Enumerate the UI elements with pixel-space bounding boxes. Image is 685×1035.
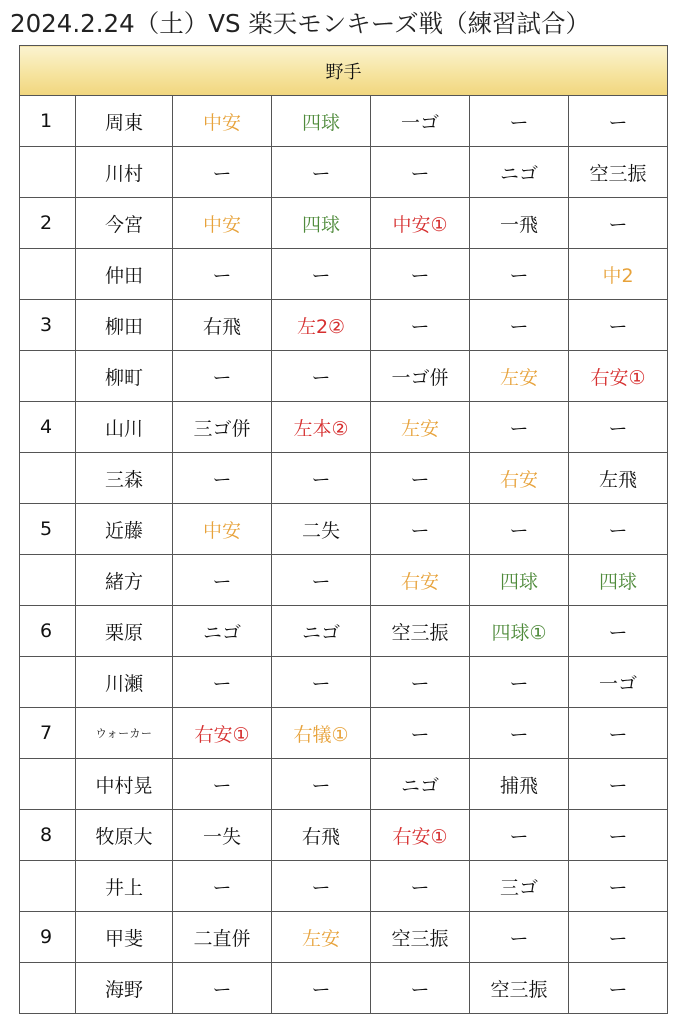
table-row bbox=[20, 912, 668, 963]
at-bat-result-cell: ー bbox=[173, 351, 272, 402]
at-bat-result-cell: ー bbox=[371, 708, 470, 759]
at-bat-result-cell: ー bbox=[272, 861, 371, 912]
at-bat-result-cell: ー bbox=[371, 963, 470, 1014]
batting-order-cell bbox=[20, 657, 76, 708]
at-bat-result-cell: 空三振 bbox=[569, 147, 668, 198]
table-header-label: 野手 bbox=[20, 46, 668, 96]
page-title: 2024.2.24（土）VS 楽天モンキーズ戦（練習試合） bbox=[10, 9, 591, 38]
at-bat-result-cell: ー bbox=[569, 300, 668, 351]
table-header-row bbox=[20, 46, 668, 96]
table-row bbox=[20, 555, 668, 606]
at-bat-result-cell: ニゴ bbox=[371, 759, 470, 810]
at-bat-result-cell: ー bbox=[470, 810, 569, 861]
at-bat-result-cell: ー bbox=[173, 759, 272, 810]
at-bat-result-cell: 二直併 bbox=[173, 912, 272, 963]
at-bat-result-cell: 左安 bbox=[371, 402, 470, 453]
table-row bbox=[20, 657, 668, 708]
batting-order-cell bbox=[20, 861, 76, 912]
batting-order-cell: 3 bbox=[20, 300, 76, 351]
at-bat-result-cell: ー bbox=[371, 657, 470, 708]
at-bat-result-cell: ー bbox=[470, 249, 569, 300]
at-bat-result-cell: ー bbox=[569, 402, 668, 453]
at-bat-result-cell: ー bbox=[272, 555, 371, 606]
batting-order-cell bbox=[20, 249, 76, 300]
batting-order-cell: 6 bbox=[20, 606, 76, 657]
table-row bbox=[20, 249, 668, 300]
at-bat-result-cell: 四球 bbox=[569, 555, 668, 606]
batting-order-cell bbox=[20, 759, 76, 810]
table-row bbox=[20, 198, 668, 249]
at-bat-result-cell: ー bbox=[173, 147, 272, 198]
player-name-cell: 山川 bbox=[76, 402, 173, 453]
at-bat-result-cell: 右犠① bbox=[272, 708, 371, 759]
player-name-cell: 柳町 bbox=[76, 351, 173, 402]
at-bat-result-cell: ー bbox=[272, 657, 371, 708]
at-bat-result-cell: 一失 bbox=[173, 810, 272, 861]
at-bat-result-cell: 三ゴ bbox=[470, 861, 569, 912]
at-bat-result-cell: 四球 bbox=[272, 96, 371, 147]
at-bat-result-cell: ー bbox=[569, 861, 668, 912]
at-bat-result-cell: ー bbox=[470, 657, 569, 708]
at-bat-result-cell: ー bbox=[173, 861, 272, 912]
at-bat-result-cell: 右安 bbox=[470, 453, 569, 504]
at-bat-result-cell: 右安① bbox=[371, 810, 470, 861]
table-row bbox=[20, 96, 668, 147]
at-bat-result-cell: 中安① bbox=[371, 198, 470, 249]
at-bat-result-cell: ー bbox=[173, 963, 272, 1014]
at-bat-result-cell: ー bbox=[470, 912, 569, 963]
table-row bbox=[20, 402, 668, 453]
player-name-cell: 栗原 bbox=[76, 606, 173, 657]
batting-order-cell bbox=[20, 147, 76, 198]
at-bat-result-cell: 三ゴ併 bbox=[173, 402, 272, 453]
player-name-cell: 周東 bbox=[76, 96, 173, 147]
at-bat-result-cell: ー bbox=[272, 351, 371, 402]
batting-order-cell bbox=[20, 453, 76, 504]
at-bat-result-cell: ー bbox=[569, 606, 668, 657]
batting-order-cell: 7 bbox=[20, 708, 76, 759]
at-bat-result-cell: ー bbox=[272, 147, 371, 198]
at-bat-result-cell: 四球 bbox=[470, 555, 569, 606]
at-bat-result-cell: ー bbox=[569, 912, 668, 963]
at-bat-result-cell: 一ゴ bbox=[569, 657, 668, 708]
player-name-cell: 井上 bbox=[76, 861, 173, 912]
at-bat-result-cell: 空三振 bbox=[371, 912, 470, 963]
table-row bbox=[20, 963, 668, 1014]
at-bat-result-cell: 四球 bbox=[272, 198, 371, 249]
at-bat-result-cell: 右安① bbox=[569, 351, 668, 402]
at-bat-result-cell: 右安 bbox=[371, 555, 470, 606]
at-bat-result-cell: 二失 bbox=[272, 504, 371, 555]
at-bat-result-cell: ー bbox=[569, 708, 668, 759]
at-bat-result-cell: ー bbox=[569, 759, 668, 810]
table-row bbox=[20, 504, 668, 555]
player-name-cell: 甲斐 bbox=[76, 912, 173, 963]
table-row bbox=[20, 606, 668, 657]
at-bat-result-cell: ニゴ bbox=[272, 606, 371, 657]
batting-order-cell: 4 bbox=[20, 402, 76, 453]
at-bat-result-cell: 空三振 bbox=[371, 606, 470, 657]
at-bat-result-cell: ー bbox=[173, 657, 272, 708]
batting-order-cell: 2 bbox=[20, 198, 76, 249]
at-bat-result-cell: 中安 bbox=[173, 504, 272, 555]
table-row bbox=[20, 300, 668, 351]
at-bat-result-cell: ー bbox=[371, 453, 470, 504]
at-bat-result-cell: ー bbox=[371, 504, 470, 555]
table-row bbox=[20, 810, 668, 861]
player-name-cell: 中村晃 bbox=[76, 759, 173, 810]
batting-order-cell bbox=[20, 963, 76, 1014]
at-bat-result-cell: ー bbox=[371, 147, 470, 198]
at-bat-result-cell: 左本② bbox=[272, 402, 371, 453]
at-bat-result-cell: 中2 bbox=[569, 249, 668, 300]
at-bat-result-cell: ー bbox=[371, 300, 470, 351]
at-bat-result-cell: ー bbox=[569, 96, 668, 147]
at-bat-result-cell: ー bbox=[371, 249, 470, 300]
at-bat-result-cell: ー bbox=[470, 708, 569, 759]
table-row bbox=[20, 759, 668, 810]
at-bat-result-cell: 右安① bbox=[173, 708, 272, 759]
at-bat-result-cell: 捕飛 bbox=[470, 759, 569, 810]
at-bat-result-cell: 左飛 bbox=[569, 453, 668, 504]
table-row bbox=[20, 861, 668, 912]
at-bat-result-cell: 一飛 bbox=[470, 198, 569, 249]
at-bat-result-cell: ー bbox=[569, 810, 668, 861]
at-bat-result-cell: ニゴ bbox=[173, 606, 272, 657]
at-bat-result-cell: 左安 bbox=[272, 912, 371, 963]
batting-order-cell: 5 bbox=[20, 504, 76, 555]
batting-results-table bbox=[19, 45, 668, 1014]
table-row bbox=[20, 453, 668, 504]
at-bat-result-cell: ー bbox=[272, 453, 371, 504]
player-name-cell: 近藤 bbox=[76, 504, 173, 555]
batting-order-cell: 1 bbox=[20, 96, 76, 147]
batting-order-cell: 8 bbox=[20, 810, 76, 861]
at-bat-result-cell: ー bbox=[470, 504, 569, 555]
at-bat-result-cell: ニゴ bbox=[470, 147, 569, 198]
at-bat-result-cell: 右飛 bbox=[173, 300, 272, 351]
at-bat-result-cell: ー bbox=[371, 861, 470, 912]
at-bat-result-cell: ー bbox=[569, 198, 668, 249]
batting-order-cell bbox=[20, 555, 76, 606]
at-bat-result-cell: 中安 bbox=[173, 96, 272, 147]
at-bat-result-cell: 四球① bbox=[470, 606, 569, 657]
at-bat-result-cell: 左安 bbox=[470, 351, 569, 402]
at-bat-result-cell: ー bbox=[272, 963, 371, 1014]
player-name-cell: 牧原大 bbox=[76, 810, 173, 861]
player-name-cell: 緒方 bbox=[76, 555, 173, 606]
at-bat-result-cell: ー bbox=[470, 96, 569, 147]
at-bat-result-cell: 一ゴ bbox=[371, 96, 470, 147]
table-row bbox=[20, 147, 668, 198]
at-bat-result-cell: ー bbox=[569, 504, 668, 555]
at-bat-result-cell: 一ゴ併 bbox=[371, 351, 470, 402]
player-name-cell: 川瀬 bbox=[76, 657, 173, 708]
at-bat-result-cell: ー bbox=[470, 300, 569, 351]
table-row bbox=[20, 708, 668, 759]
batting-order-cell: 9 bbox=[20, 912, 76, 963]
table-row bbox=[20, 351, 668, 402]
player-name-cell: 三森 bbox=[76, 453, 173, 504]
player-name-cell: 柳田 bbox=[76, 300, 173, 351]
player-name-cell: ウォーカー bbox=[76, 708, 173, 759]
table-body bbox=[20, 96, 668, 1014]
at-bat-result-cell: ー bbox=[272, 249, 371, 300]
at-bat-result-cell: ー bbox=[173, 555, 272, 606]
at-bat-result-cell: 中安 bbox=[173, 198, 272, 249]
player-name-cell: 海野 bbox=[76, 963, 173, 1014]
at-bat-result-cell: ー bbox=[569, 963, 668, 1014]
at-bat-result-cell: 左2② bbox=[272, 300, 371, 351]
at-bat-result-cell: ー bbox=[470, 402, 569, 453]
player-name-cell: 仲田 bbox=[76, 249, 173, 300]
at-bat-result-cell: ー bbox=[173, 453, 272, 504]
at-bat-result-cell: 右飛 bbox=[272, 810, 371, 861]
player-name-cell: 今宮 bbox=[76, 198, 173, 249]
player-name-cell: 川村 bbox=[76, 147, 173, 198]
at-bat-result-cell: 空三振 bbox=[470, 963, 569, 1014]
at-bat-result-cell: ー bbox=[173, 249, 272, 300]
batting-order-cell bbox=[20, 351, 76, 402]
at-bat-result-cell: ー bbox=[272, 759, 371, 810]
